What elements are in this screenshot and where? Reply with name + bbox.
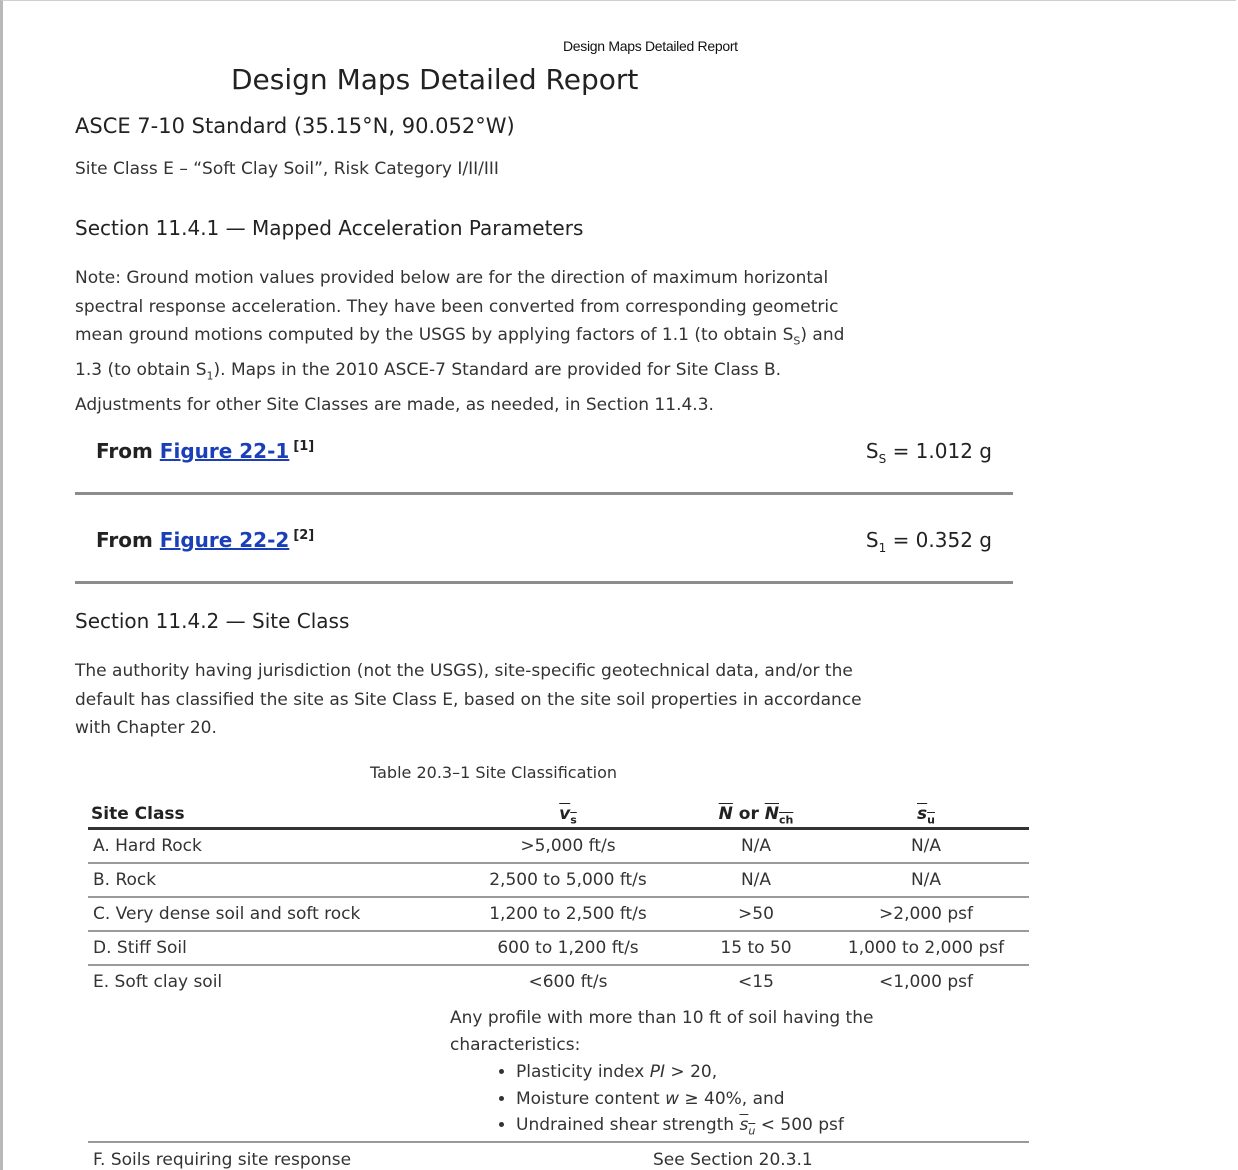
table-row [88, 966, 1029, 1000]
figure-22-2-link[interactable]: Figure 22-2 [159, 528, 290, 552]
figure-22-1-link[interactable]: Figure 22-1 [159, 439, 290, 463]
page-title: Design Maps Detailed Report [231, 63, 639, 96]
standard-coordinates: ASCE 7-10 Standard (35.15°N, 90.052°W) [75, 114, 515, 138]
note-line: 1.3 (to obtain $S_1$). Maps in the 2010 ASCE-7 Standard are provided for Site Class B. [75, 359, 782, 383]
list-item: • Moisture content w ≥ 40%, and [516, 1086, 1010, 1113]
note-line: mean ground motions computed by the USGS by applying factors of 1.1 (to obtain $S_S$) and [75, 325, 845, 348]
cell-site-class: C. Very dense soil and soft rock [93, 904, 361, 924]
paragraph-line: with Chapter 20. [75, 718, 217, 738]
cell-vs: 2,500 to 5,000 ft/s [489, 870, 647, 890]
header-su: $s_u$ [917, 804, 935, 827]
table-row [88, 830, 1029, 864]
cell-vs: 1,200 to 2,500 ft/s [489, 904, 647, 924]
paragraph-line: default has classified the site as Site Class E, based on the site soil properties in accordance [75, 689, 862, 710]
soft-clay-note [450, 1005, 1010, 1145]
running-header: Design Maps Detailed Report [563, 38, 738, 54]
paragraph-line: The authority having jurisdiction (not the USGS), site-specific geotechnical data, and/or the [75, 661, 853, 681]
cell-site-class: D. Stiff Soil [93, 938, 187, 958]
cell-see-section: See Section 20.3.1 [653, 1150, 813, 1170]
reference-2[interactable]: [2] [293, 528, 315, 543]
table-row [88, 932, 1029, 966]
reference-1[interactable]: [1] [293, 439, 315, 454]
table-row [88, 898, 1029, 932]
cell-vs: 600 to 1,200 ft/s [497, 938, 639, 958]
table-header-row [88, 802, 1029, 830]
cell-su: 1,000 to 2,000 psf [847, 938, 1005, 958]
section-11-4-1-heading: Section 11.4.1 — Mapped Acceleration Parameters [75, 216, 584, 240]
s1-value: $S_1 = 0.352$ g [865, 528, 992, 555]
ss-value: $S_S = 1.012$ g [865, 439, 992, 466]
cell-su: N/A [910, 836, 942, 856]
cell-vs: >5,000 ft/s [520, 836, 616, 856]
cell-su: N/A [910, 870, 942, 890]
site-class-paragraph [75, 657, 935, 743]
cell-su: >2,000 psf [879, 904, 973, 924]
note-text: characteristics: [450, 1035, 581, 1055]
cell-site-class: B. Rock [93, 870, 157, 890]
ss-source-label: From Figure 22-1 [1] [96, 439, 315, 463]
note-line: Note: Ground motion values provided below are for the direction of maximum horizontal [75, 268, 829, 288]
cell-n: <15 [738, 972, 774, 992]
header-site-class: Site Class [91, 804, 185, 824]
table-caption: Table 20.3–1 Site Classification [370, 763, 618, 782]
s1-parameter-row [75, 520, 1013, 584]
note-text: Any profile with more than 10 ft of soil having the [450, 1008, 874, 1028]
note-line: Adjustments for other Site Classes are made, as needed, in Section 11.4.3. [75, 394, 714, 415]
cell-n: >50 [738, 904, 774, 924]
cell-vs: <600 ft/s [528, 972, 608, 992]
section-11-4-2-heading: Section 11.4.2 — Site Class [75, 609, 350, 633]
s1-source-label: From Figure 22-2 [2] [96, 528, 315, 552]
note-line: spectral response acceleration. They have been converted from corresponding geometric [75, 296, 839, 317]
list-item: • Undrained shear strength $s_u < 500$ psf [516, 1112, 1010, 1145]
ss-parameter-row [75, 431, 1013, 495]
table-row [88, 864, 1029, 898]
table-row [88, 1141, 1029, 1170]
header-vs: $v_s$ [559, 804, 577, 827]
criteria-list [450, 1059, 1010, 1145]
cell-n: 15 to 50 [720, 938, 792, 958]
cell-n: N/A [740, 870, 772, 890]
ground-motion-note [75, 264, 935, 419]
site-class-summary: Site Class E – “Soft Clay Soil”, Risk Category I/II/III [75, 159, 499, 179]
cell-site-class: F. Soils requiring site response [93, 1150, 352, 1170]
list-item: • Plasticity index PI > 20, [516, 1059, 1010, 1086]
cell-site-class: E. Soft clay soil [93, 972, 223, 992]
header-n-nch: $\overline{N}$ or $N_{ch}$ [718, 804, 794, 827]
cell-su: <1,000 psf [879, 972, 973, 992]
cell-site-class: A. Hard Rock [93, 836, 202, 856]
site-classification-table [88, 802, 1029, 1000]
cell-n: N/A [740, 836, 772, 856]
